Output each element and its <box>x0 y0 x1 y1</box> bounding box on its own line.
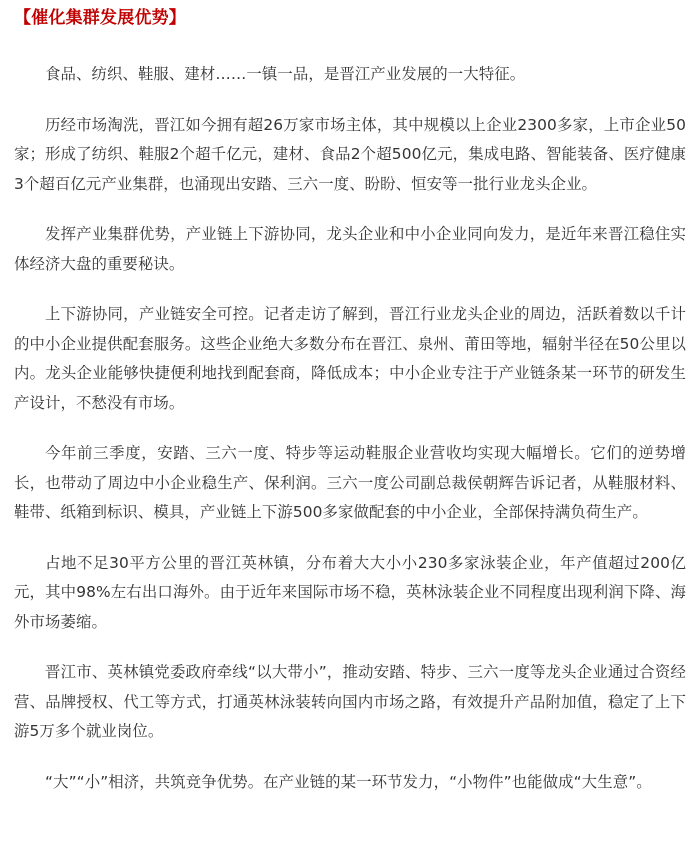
paragraph-8: “大”“小”相济，共筑竞争优势。在产业链的某一环节发力，“小物件”也能做成“大生意”。 <box>45 772 652 791</box>
paragraph-2: 历经市场淘洗，晋江如今拥有超26万家市场主体，其中规模以上企业2300多家，上市企业50家；形成了纺织、鞋服2个超千亿元，建材、食品2个超500亿元，集成电路、智能装备、医疗健康3个超百亿元产业集群，也涌现出安踏、三六一度、盼盼、恒安等一批行业龙头企业。 <box>14 115 686 193</box>
paragraph-6: 占地不足30平方公里的晋江英林镇，分布着大大小小230多家泳装企业，年产值超过200亿元，其中98%左右出口海外。由于近年来国际市场不稳，英林泳装企业不同程度出现利润下降、海外市场萎缩。 <box>14 553 686 631</box>
paragraph-5: 今年前三季度，安踏、三六一度、特步等运动鞋服企业营收均实现大幅增长。它们的逆势增长，也带动了周边中小企业稳生产、保利润。三六一度公司副总裁侯朝辉告诉记者，从鞋服材料、鞋带、纸箱到标识、模具，产业链上下游500多家做配套的中小企业，全部保持满负荷生产。 <box>14 444 686 521</box>
section-title: 【催化集群发展优势】 <box>14 8 186 28</box>
paragraph-7: 晋江市、英林镇党委政府牵线“以大带小”，推动安踏、特步、三六一度等龙头企业通过合资经营、品牌授权、代工等方式，打通英林泳装转向国内市场之路，有效提升产品附加值，稳定了上下游5万多个就业岗位。 <box>14 663 686 740</box>
paragraph-3: 发挥产业集群优势，产业链上下游协同，龙头企业和中小企业同向发力，是近年来晋江稳住实体经济大盘的重要秘诀。 <box>14 225 686 273</box>
paragraph-4: 上下游协同，产业链安全可控。记者走访了解到，晋江行业龙头企业的周边，活跃着数以千计的中小企业提供配套服务。这些企业绝大多数分布在晋江、泉州、莆田等地，辐射半径在50公里以内。龙头企业能够快捷便利地找到配套商，降低成本；中小企业专注于产业链条某一环节的研发生产设计，不愁没有市场。 <box>14 305 686 412</box>
paragraph-1: 食品、纺织、鞋服、建材……一镇一品，是晋江产业发展的一大特征。 <box>45 65 526 83</box>
